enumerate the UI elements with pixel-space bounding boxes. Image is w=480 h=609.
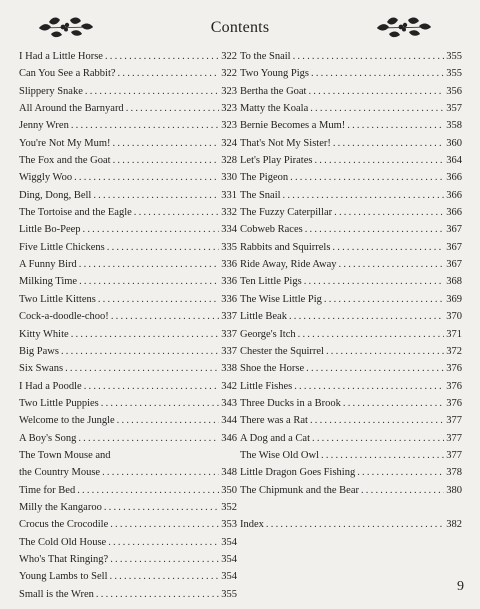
toc-entry[interactable] xyxy=(19,138,237,155)
toc-entry[interactable] xyxy=(19,51,237,68)
toc-entry-title: Chester the Squirrel xyxy=(240,345,324,357)
toc-entry-page: 371 xyxy=(446,328,462,340)
dot-leader xyxy=(111,311,219,322)
dot-leader xyxy=(339,259,445,270)
dot-leader xyxy=(102,467,219,478)
toc-entry-page: 368 xyxy=(446,276,462,288)
dot-leader xyxy=(334,207,444,218)
dot-leader xyxy=(118,68,220,79)
toc-entry-page: 377 xyxy=(446,432,462,444)
toc-entry-page: 355 xyxy=(221,588,237,600)
toc-entry-page: 322 xyxy=(221,68,237,80)
toc-entry-title: Can You See a Rabbit? xyxy=(19,68,116,80)
dot-leader xyxy=(310,103,444,114)
toc-entry[interactable] xyxy=(240,259,462,276)
toc-entry-title: Ding, Dong, Bell xyxy=(19,189,92,201)
toc-entry-page: 342 xyxy=(221,380,237,392)
toc-entry-title: Big Paws xyxy=(19,345,59,357)
dot-leader xyxy=(293,51,445,62)
toc-entry[interactable] xyxy=(240,155,462,172)
toc-entry-title: That's Not My Sister! xyxy=(240,137,331,149)
dot-leader xyxy=(266,519,444,530)
dot-leader xyxy=(290,172,444,183)
toc-entry-page: 355 xyxy=(446,68,462,80)
dot-leader xyxy=(71,120,219,131)
dot-leader xyxy=(126,103,220,114)
toc-entry-page: 335 xyxy=(221,241,237,253)
dot-leader xyxy=(343,398,444,409)
toc-entry-page: 324 xyxy=(221,137,237,149)
toc-entry[interactable] xyxy=(240,103,462,120)
page-number: 9 xyxy=(457,579,464,594)
contents-right-column xyxy=(240,51,462,536)
toc-entry[interactable] xyxy=(240,68,462,85)
toc-entry[interactable] xyxy=(240,294,462,311)
toc-entry[interactable] xyxy=(240,224,462,241)
toc-entry-page: 323 xyxy=(221,103,237,115)
dot-leader xyxy=(110,554,219,565)
toc-entry-title: Cobweb Races xyxy=(240,224,303,236)
toc-entry[interactable] xyxy=(19,363,237,380)
toc-entry-title: Two Young Pigs xyxy=(240,68,309,80)
toc-entry-title: Matty the Koala xyxy=(240,103,309,115)
toc-entry-title: The Wise Old Owl xyxy=(240,449,319,461)
dot-leader xyxy=(332,242,444,253)
toc-entry[interactable] xyxy=(240,450,462,467)
toc-entry-page: 366 xyxy=(446,207,462,219)
dot-leader xyxy=(306,363,444,374)
dot-leader xyxy=(113,155,220,166)
spacer xyxy=(240,502,462,519)
toc-entry[interactable] xyxy=(19,554,237,571)
dot-leader xyxy=(326,346,444,357)
toc-entry[interactable] xyxy=(240,242,462,259)
dot-leader xyxy=(104,502,219,513)
toc-entry-page: 352 xyxy=(221,501,237,513)
dot-leader xyxy=(65,363,219,374)
toc-entry[interactable] xyxy=(19,502,237,519)
toc-entry-title: Time for Bed xyxy=(19,484,76,496)
toc-entry[interactable] xyxy=(19,311,237,328)
toc-entry-page: 378 xyxy=(446,467,462,479)
dot-leader xyxy=(71,329,220,340)
toc-entry-title: Six Swans xyxy=(19,363,64,375)
toc-entry[interactable] xyxy=(19,346,237,363)
dot-leader xyxy=(311,68,444,79)
toc-entry-page: 330 xyxy=(221,172,237,184)
toc-entry[interactable] xyxy=(19,276,237,293)
toc-entry[interactable] xyxy=(19,68,237,85)
dot-leader xyxy=(107,242,220,253)
toc-entry-title: Jenny Wren xyxy=(19,120,69,132)
toc-entry[interactable] xyxy=(240,398,462,415)
dot-leader xyxy=(84,381,220,392)
toc-entry-title: The Wise Little Pig xyxy=(240,293,322,305)
toc-entry[interactable] xyxy=(240,415,462,432)
toc-entry[interactable] xyxy=(240,190,462,207)
toc-entry-page: 353 xyxy=(221,519,237,531)
toc-entry-title: A Funny Bird xyxy=(19,259,77,271)
toc-entry[interactable] xyxy=(240,433,462,450)
toc-entry-page: 354 xyxy=(221,571,237,583)
toc-entry-title: Little Bo-Peep xyxy=(19,224,81,236)
toc-entry-title: Welcome to the Jungle xyxy=(19,415,115,427)
toc-entry-index[interactable] xyxy=(240,519,462,536)
toc-entry[interactable] xyxy=(19,242,237,259)
dot-leader xyxy=(93,190,219,201)
toc-entry[interactable] xyxy=(240,363,462,380)
toc-entry-page: 336 xyxy=(221,293,237,305)
toc-entry-page: 336 xyxy=(221,276,237,288)
toc-entry-page: 367 xyxy=(446,224,462,236)
dot-leader xyxy=(108,537,219,548)
toc-entry-page: 376 xyxy=(446,380,462,392)
toc-entry[interactable] xyxy=(240,381,462,398)
toc-entry-title: Young Lambs to Sell xyxy=(19,571,108,583)
toc-entry-page: 364 xyxy=(446,155,462,167)
toc-entry-title: The Fox and the Goat xyxy=(19,155,111,167)
toc-entry-page: 380 xyxy=(446,484,462,496)
toc-entry[interactable] xyxy=(19,415,237,432)
toc-entry-title: Cock-a-doodle-choo! xyxy=(19,311,109,323)
dot-leader xyxy=(304,276,445,287)
toc-entry-page: 372 xyxy=(446,345,462,357)
toc-entry-title: The Chipmunk and the Bear xyxy=(240,484,359,496)
toc-entry-page: 346 xyxy=(221,432,237,444)
toc-entry-title: Let's Play Pirates xyxy=(240,155,313,167)
dot-leader xyxy=(78,433,219,444)
dot-leader xyxy=(321,450,444,461)
toc-entry-page: 376 xyxy=(446,397,462,409)
toc-entry-page: 360 xyxy=(446,137,462,149)
dot-leader xyxy=(347,120,444,131)
dot-leader xyxy=(77,485,219,496)
toc-entry-title: The Cold Old House xyxy=(19,536,107,548)
toc-entry[interactable] xyxy=(19,519,237,536)
toc-entry[interactable] xyxy=(19,155,237,172)
contents-left-column xyxy=(19,51,237,606)
toc-entry-title: Shoe the Horse xyxy=(240,363,305,375)
toc-entry[interactable] xyxy=(19,571,237,588)
toc-entry-page: 366 xyxy=(446,189,462,201)
toc-entry-page: 358 xyxy=(446,120,462,132)
toc-entry-page: 344 xyxy=(221,415,237,427)
toc-entry-title: Three Ducks in a Brook xyxy=(240,397,341,409)
toc-entry[interactable] xyxy=(240,207,462,224)
toc-entry-page: 337 xyxy=(221,345,237,357)
toc-entry-page: 377 xyxy=(446,449,462,461)
toc-entry-page: 355 xyxy=(446,51,462,62)
toc-entry[interactable] xyxy=(19,120,237,137)
toc-entry-title: Milly the Kangaroo xyxy=(19,501,102,513)
dot-leader xyxy=(105,51,219,62)
toc-entry-title: George's Itch xyxy=(240,328,296,340)
toc-entry-page: 366 xyxy=(446,172,462,184)
toc-entry-title: You're Not My Mum! xyxy=(19,137,111,149)
page-title: Contents xyxy=(210,19,270,36)
toc-entry[interactable] xyxy=(19,190,237,207)
dot-leader xyxy=(361,485,444,496)
toc-entry[interactable] xyxy=(240,346,462,363)
dot-leader xyxy=(98,294,219,305)
toc-entry[interactable] xyxy=(240,467,462,484)
toc-entry-title: Small is the Wren xyxy=(19,588,94,600)
toc-entry-page: 328 xyxy=(221,155,237,167)
toc-entry[interactable] xyxy=(19,103,237,120)
toc-entry[interactable] xyxy=(19,381,237,398)
dot-leader xyxy=(83,224,220,235)
toc-entry[interactable] xyxy=(19,537,237,554)
toc-entry-page: 338 xyxy=(221,363,237,375)
toc-entry-page: 369 xyxy=(446,293,462,305)
toc-entry[interactable] xyxy=(240,51,462,68)
toc-entry[interactable] xyxy=(19,433,237,450)
dot-leader xyxy=(333,138,444,149)
toc-entry-page: 354 xyxy=(221,536,237,548)
toc-entry-page: 357 xyxy=(446,103,462,115)
toc-entry-page: 354 xyxy=(221,553,237,565)
dot-leader xyxy=(85,86,219,97)
toc-entry-title: Crocus the Crocodile xyxy=(19,519,109,531)
toc-entry-title: The Town Mouse and xyxy=(19,449,111,461)
toc-entry[interactable] xyxy=(19,259,237,276)
dot-leader xyxy=(308,86,444,97)
toc-entry-title: The Pigeon xyxy=(240,172,289,184)
toc-entry[interactable] xyxy=(19,294,237,311)
dot-leader xyxy=(294,381,444,392)
toc-entry-title: The Tortoise and the Eagle xyxy=(19,207,132,219)
toc-entry-page: 331 xyxy=(221,189,237,201)
toc-entry-page: 382 xyxy=(446,518,462,530)
toc-entry-title: I Had a Poodle xyxy=(19,380,82,392)
toc-entry-page: 356 xyxy=(446,85,462,97)
toc-entry[interactable] xyxy=(240,276,462,293)
dot-leader xyxy=(289,311,444,322)
dot-leader xyxy=(134,207,219,218)
toc-entry[interactable] xyxy=(19,485,237,502)
toc-entry[interactable] xyxy=(240,311,462,328)
toc-entry-page: 377 xyxy=(446,415,462,427)
toc-entry[interactable] xyxy=(240,172,462,189)
toc-entry[interactable] xyxy=(19,207,237,224)
toc-entry-title-continued: the Country Mouse xyxy=(19,467,101,479)
toc-entry[interactable] xyxy=(240,485,462,502)
toc-entry-title: Wiggly Woo xyxy=(19,172,73,184)
toc-entry-title: Little Fishes xyxy=(240,380,293,392)
toc-entry-title: The Fuzzy Caterpillar xyxy=(240,207,333,219)
toc-entry-title: I Had a Little Horse xyxy=(19,51,103,62)
dot-leader xyxy=(101,398,219,409)
toc-entry[interactable] xyxy=(19,589,237,606)
toc-entry-page: 336 xyxy=(221,259,237,271)
toc-entry-page: 367 xyxy=(446,259,462,271)
dot-leader xyxy=(117,415,220,426)
toc-entry-title: Who's That Ringing? xyxy=(19,553,109,565)
dot-leader xyxy=(298,329,445,340)
toc-entry-title: Ten Little Pigs xyxy=(240,276,302,288)
dot-leader xyxy=(312,433,444,444)
dot-leader xyxy=(110,571,220,582)
toc-entry[interactable] xyxy=(19,450,237,485)
dot-leader xyxy=(96,589,219,600)
toc-entry-title: Little Dragon Goes Fishing xyxy=(240,467,356,479)
dot-leader xyxy=(110,519,219,530)
toc-entry-title: Slippery Snake xyxy=(19,85,83,97)
toc-entry[interactable] xyxy=(19,398,237,415)
toc-entry[interactable] xyxy=(19,172,237,189)
toc-entry-title: To the Snail xyxy=(240,51,291,62)
dot-leader xyxy=(61,346,219,357)
toc-entry-page: 322 xyxy=(221,51,237,62)
toc-entry-page: 323 xyxy=(221,85,237,97)
toc-entry[interactable] xyxy=(19,329,237,346)
dot-leader xyxy=(305,224,445,235)
toc-entry[interactable] xyxy=(240,120,462,137)
dot-leader xyxy=(79,276,219,287)
toc-entry-title: Five Little Chickens xyxy=(19,241,105,253)
dot-leader xyxy=(314,155,444,166)
toc-entry-title: Bernie Becomes a Mum! xyxy=(240,120,346,132)
toc-entry-title: Two Little Puppies xyxy=(19,397,99,409)
toc-entry-page: 337 xyxy=(221,311,237,323)
toc-entry-title: Bertha the Goat xyxy=(240,85,307,97)
dot-leader xyxy=(79,259,219,270)
dot-leader xyxy=(113,138,220,149)
toc-entry-title: Two Little Kittens xyxy=(19,293,96,305)
toc-entry-page: 332 xyxy=(221,207,237,219)
dot-leader xyxy=(357,467,444,478)
dot-leader xyxy=(324,294,444,305)
toc-entry-page: 348 xyxy=(221,467,237,479)
toc-entry-title: A Dog and a Cat xyxy=(240,432,310,444)
toc-entry[interactable] xyxy=(240,86,462,103)
toc-entry-title: All Around the Barnyard xyxy=(19,103,124,115)
toc-entry-page: 370 xyxy=(446,311,462,323)
toc-entry-title: Milking Time xyxy=(19,276,78,288)
toc-entry-page: 323 xyxy=(221,120,237,132)
toc-entry-page: 343 xyxy=(221,397,237,409)
toc-entry-title: Ride Away, Ride Away xyxy=(240,259,337,271)
toc-entry-title: Index xyxy=(240,518,264,530)
toc-entry-title: The Snail xyxy=(240,189,281,201)
dot-leader xyxy=(283,190,445,201)
toc-entry[interactable] xyxy=(240,329,462,346)
toc-entry-title: There was a Rat xyxy=(240,415,308,427)
toc-entry[interactable] xyxy=(240,138,462,155)
toc-entry-page: 350 xyxy=(221,484,237,496)
toc-entry[interactable] xyxy=(19,86,237,103)
toc-entry-page: 337 xyxy=(221,328,237,340)
toc-entry-title: Rabbits and Squirrels xyxy=(240,241,331,253)
toc-entry-page: 367 xyxy=(446,241,462,253)
toc-entry-title: Little Beak xyxy=(240,311,287,323)
holly-leaves-icon xyxy=(375,14,433,40)
dot-leader xyxy=(310,415,444,426)
dot-leader xyxy=(74,172,219,183)
toc-entry[interactable] xyxy=(19,224,237,241)
toc-entry-page: 334 xyxy=(221,224,237,236)
toc-entry-title: A Boy's Song xyxy=(19,432,77,444)
toc-entry-title: Kitty White xyxy=(19,328,69,340)
toc-entry-page: 376 xyxy=(446,363,462,375)
